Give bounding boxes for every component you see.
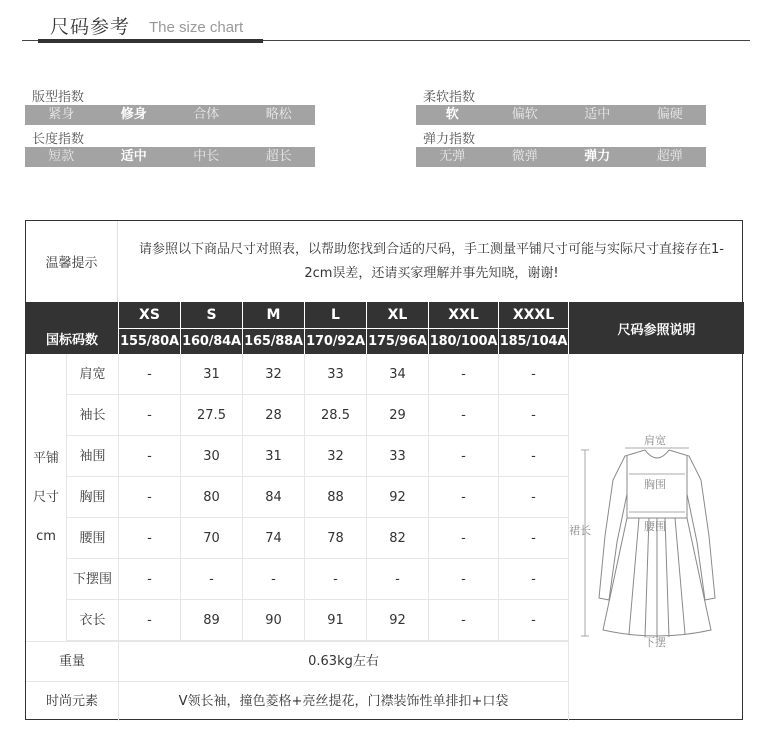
length-option: 短款 xyxy=(48,149,75,164)
dress-outline-illustration xyxy=(569,354,745,641)
tip-label: 温馨提示 xyxy=(26,221,118,302)
fit-index-label: 版型指数 xyxy=(32,90,85,105)
softness-option: 适中 xyxy=(584,107,611,122)
shoulder-label: 肩宽 xyxy=(644,434,666,447)
measurement-value: 80 xyxy=(180,477,242,517)
measurement-value: - xyxy=(498,436,568,476)
table-row xyxy=(66,395,568,436)
standard-label: 国标码数 xyxy=(45,333,98,348)
size-header: XS xyxy=(118,302,180,328)
weight-label: 重量 xyxy=(58,654,85,669)
table-row xyxy=(66,600,568,641)
measurement-value: - xyxy=(118,518,180,558)
measurement-value: - xyxy=(118,354,180,394)
measurement-value: 92 xyxy=(366,600,428,640)
standard-cell: 170/92A xyxy=(304,328,366,354)
measurement-value: 78 xyxy=(304,518,366,558)
chest-label: 胸围 xyxy=(644,478,666,491)
flat-size-label-line: cm xyxy=(36,529,56,544)
garment-diagram xyxy=(568,354,744,721)
measurement-name: 腰围 xyxy=(66,518,118,558)
elasticity-option-selected: 弹力 xyxy=(584,149,611,164)
measurement-value: 32 xyxy=(304,436,366,476)
measurement-value: - xyxy=(428,395,498,435)
measurement-value: 91 xyxy=(304,600,366,640)
size-header: XXXL xyxy=(498,302,568,328)
standard-row xyxy=(118,328,568,354)
style-label: 时尚元素 xyxy=(45,694,98,709)
measurement-value: 74 xyxy=(242,518,304,558)
elasticity-option: 微弹 xyxy=(511,149,538,164)
elasticity-option: 无弹 xyxy=(439,149,466,164)
measurement-value: - xyxy=(118,477,180,517)
standard-cell: 165/88A xyxy=(242,328,304,354)
measurement-value: 31 xyxy=(242,436,304,476)
size-header: M xyxy=(242,302,304,328)
softness-option-selected: 软 xyxy=(445,107,459,122)
length-index-label: 长度指数 xyxy=(32,132,85,147)
fit-option-selected: 修身 xyxy=(120,107,147,122)
softness-index-label: 柔软指数 xyxy=(423,90,476,105)
measurement-name: 胸围 xyxy=(66,477,118,517)
fit-option: 紧身 xyxy=(48,107,75,122)
table-row xyxy=(66,518,568,559)
measurement-value: 34 xyxy=(366,354,428,394)
measurement-value: - xyxy=(428,354,498,394)
measurement-value: - xyxy=(498,600,568,640)
style-row xyxy=(26,681,568,721)
measurement-name: 肩宽 xyxy=(66,354,118,394)
page-subtitle: The size chart xyxy=(149,19,244,36)
style-value: V领长袖，撞色菱格+亮丝提花，门襟装饰性单排扣+口袋 xyxy=(118,682,568,721)
waist-label: 腰围 xyxy=(644,520,666,533)
size-header-row xyxy=(118,302,568,328)
measurement-value: - xyxy=(118,600,180,640)
measurement-value: - xyxy=(428,559,498,599)
fit-index-bar xyxy=(25,105,315,125)
size-header: XL xyxy=(366,302,428,328)
flat-size-label-line: 平铺 xyxy=(32,451,59,466)
measurement-value: 88 xyxy=(304,477,366,517)
measurement-value: 28.5 xyxy=(304,395,366,435)
length-option: 超长 xyxy=(265,149,292,164)
measurement-value: 27.5 xyxy=(180,395,242,435)
measurement-value: 82 xyxy=(366,518,428,558)
fit-option: 略松 xyxy=(265,107,292,122)
size-header: XXL xyxy=(428,302,498,328)
measurement-value: 33 xyxy=(304,354,366,394)
standard-cell: 180/100A xyxy=(428,328,498,354)
length-option: 中长 xyxy=(193,149,220,164)
elasticity-option: 超弹 xyxy=(656,149,683,164)
length-option-selected: 适中 xyxy=(120,149,147,164)
measurement-value: 31 xyxy=(180,354,242,394)
measurement-value: 30 xyxy=(180,436,242,476)
measurement-value: - xyxy=(428,518,498,558)
measurement-value: - xyxy=(366,559,428,599)
measurement-value: 89 xyxy=(180,600,242,640)
length-label: 裙长 xyxy=(569,524,591,537)
elasticity-index-bar xyxy=(416,147,706,167)
measurement-value: - xyxy=(118,559,180,599)
hem-label: 下摆 xyxy=(644,636,666,649)
softness-index-bar xyxy=(416,105,706,125)
weight-row xyxy=(26,641,568,681)
measurement-value: 90 xyxy=(242,600,304,640)
measurement-value: - xyxy=(498,354,568,394)
measurement-value: 92 xyxy=(366,477,428,517)
header-accent-bar xyxy=(38,39,263,43)
flat-size-label-line: 尺寸 xyxy=(32,490,59,505)
measurement-value: 70 xyxy=(180,518,242,558)
measurement-name: 袖长 xyxy=(66,395,118,435)
standard-cell: 155/80A xyxy=(118,328,180,354)
measurement-value: - xyxy=(498,395,568,435)
measurement-name: 袖围 xyxy=(66,436,118,476)
measurement-value: - xyxy=(118,436,180,476)
size-header: L xyxy=(304,302,366,328)
measurement-name: 衣长 xyxy=(66,600,118,640)
flat-size-label xyxy=(26,354,66,641)
measurement-value: - xyxy=(498,518,568,558)
softness-option: 偏硬 xyxy=(656,107,683,122)
standard-cell: 185/104A xyxy=(498,328,568,354)
length-index-bar xyxy=(25,147,315,167)
measurement-value: - xyxy=(498,477,568,517)
table-row xyxy=(66,354,568,395)
measurement-value: - xyxy=(180,559,242,599)
tip-text: 请参照以下商品尺寸对照表，以帮助您找到合适的尺码，手工测量平铺尺寸可能与实际尺寸直接存在1-2cm误差，还请买家理解并事先知晓，谢谢! xyxy=(139,241,724,281)
measurement-value: - xyxy=(118,395,180,435)
measurement-value: 84 xyxy=(242,477,304,517)
size-header: S xyxy=(180,302,242,328)
standard-cell: 160/84A xyxy=(180,328,242,354)
measurement-value: 29 xyxy=(366,395,428,435)
measurement-value: - xyxy=(498,559,568,599)
measurement-value: - xyxy=(428,600,498,640)
weight-value: 0.63kg左右 xyxy=(118,642,568,681)
page-title: 尺码参考 xyxy=(50,16,131,38)
standard-cell: 175/96A xyxy=(366,328,428,354)
measurement-name: 下摆围 xyxy=(66,559,118,599)
measurement-value: - xyxy=(304,559,366,599)
softness-option: 偏软 xyxy=(511,107,538,122)
measurement-value: 28 xyxy=(242,395,304,435)
measurement-value: - xyxy=(242,559,304,599)
table-row xyxy=(66,477,568,518)
fit-option: 合体 xyxy=(193,107,220,122)
table-row xyxy=(66,436,568,477)
size-table xyxy=(25,220,743,720)
table-row xyxy=(66,559,568,600)
measurement-value: - xyxy=(428,436,498,476)
measurement-value: 32 xyxy=(242,354,304,394)
size-reference-label: 尺码参照说明 xyxy=(568,302,744,354)
measurement-value: 33 xyxy=(366,436,428,476)
elasticity-index-label: 弹力指数 xyxy=(423,132,476,147)
measurement-value: - xyxy=(428,477,498,517)
